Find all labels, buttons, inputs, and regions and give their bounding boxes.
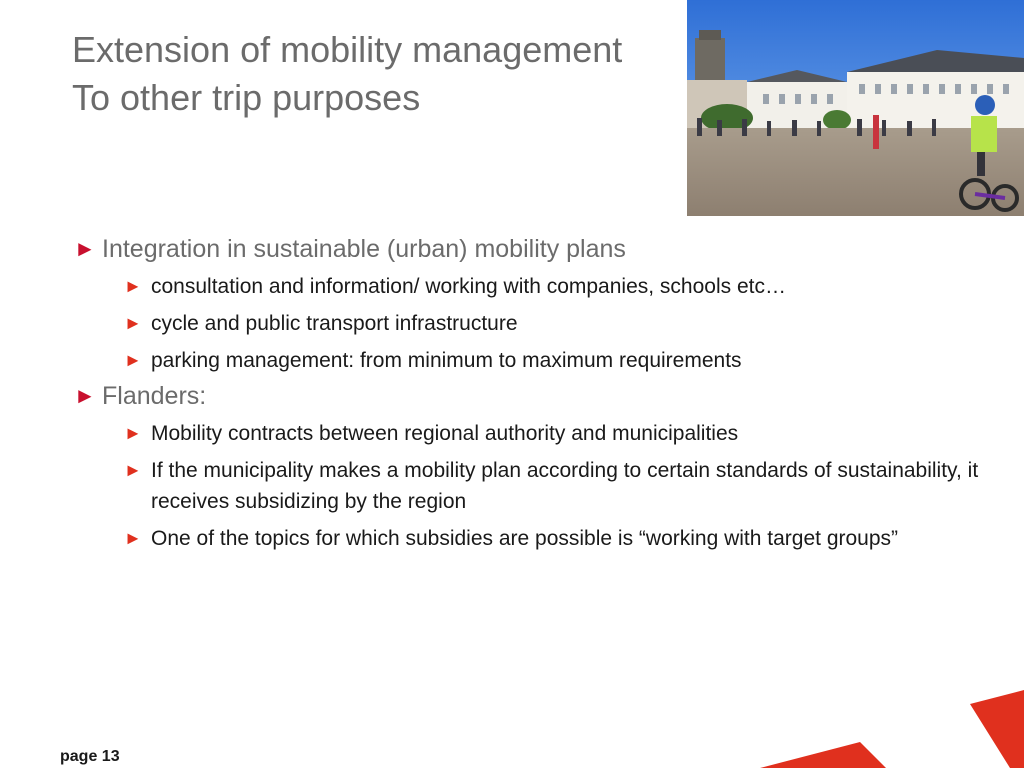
triangle-bullet-icon: ► xyxy=(124,313,142,333)
list-item xyxy=(74,308,984,339)
title-line-1: Extension of mobility management xyxy=(72,29,623,70)
list-item-text: cycle and public transport infrastructure xyxy=(151,312,518,335)
header-photo xyxy=(687,0,1024,216)
red-stripe-shape xyxy=(970,690,1024,768)
section-heading-text: Integration in sustainable (urban) mobility plans xyxy=(102,235,626,263)
list-item-text: If the municipality makes a mobility plan according to certain standards of sustainability, it receives subsidizing by the region xyxy=(151,459,979,513)
corner-decoration xyxy=(760,690,1024,768)
list-item xyxy=(74,523,984,554)
list-item-text: parking management: from minimum to maximum requirements xyxy=(151,349,742,372)
page-number: page 13 xyxy=(60,748,120,765)
bullet-list xyxy=(74,229,984,554)
triangle-bullet-icon: ► xyxy=(124,276,142,296)
triangle-bullet-icon: ► xyxy=(74,383,96,408)
list-item-text: One of the topics for which subsidies are possible is “working with target groups” xyxy=(151,527,899,550)
title-line-2: To other trip purposes xyxy=(72,77,421,118)
section-heading-1 xyxy=(74,233,984,265)
red-stripe-shape xyxy=(760,742,886,768)
list-item-text: consultation and information/ working with companies, schools etc… xyxy=(151,275,786,298)
section-heading-text: Flanders: xyxy=(102,382,207,410)
list-item-text: Mobility contracts between regional authority and municipalities xyxy=(151,422,739,445)
list-item xyxy=(74,345,984,376)
triangle-bullet-icon: ► xyxy=(124,350,142,370)
triangle-bullet-icon: ► xyxy=(124,460,142,480)
list-item xyxy=(74,455,984,517)
section-heading-2 xyxy=(74,380,984,412)
triangle-bullet-icon: ► xyxy=(124,423,142,443)
list-item xyxy=(74,418,984,449)
list-item xyxy=(74,271,984,302)
slide-title xyxy=(72,26,622,122)
triangle-bullet-icon: ► xyxy=(124,528,142,548)
triangle-bullet-icon: ► xyxy=(74,236,96,261)
